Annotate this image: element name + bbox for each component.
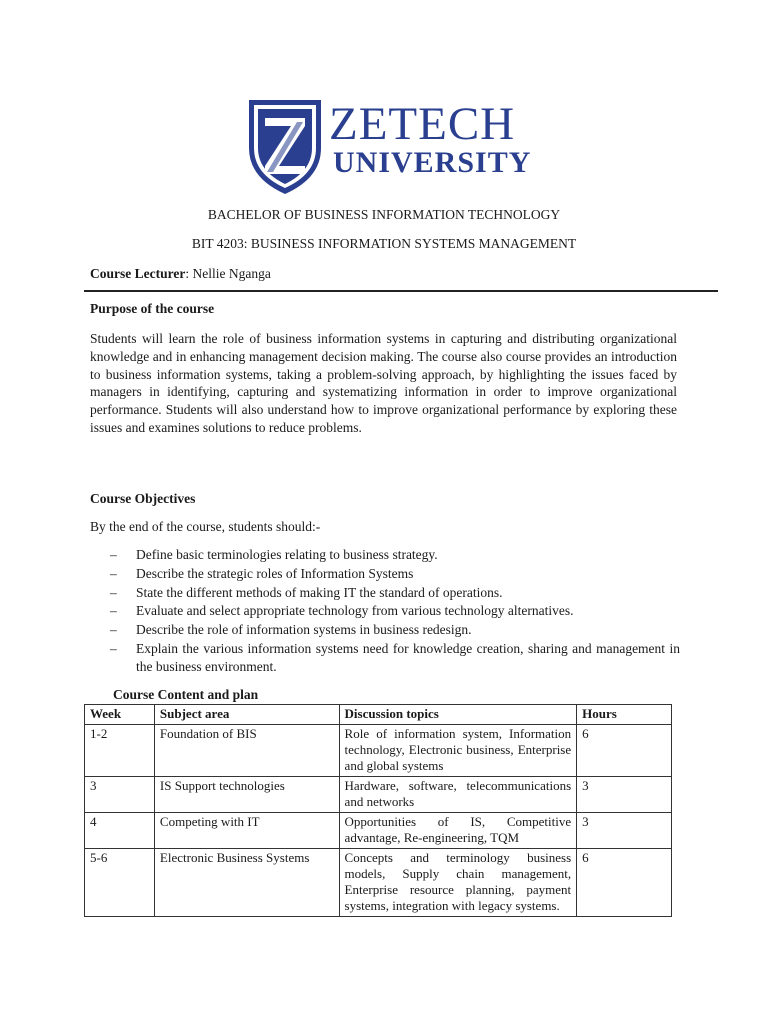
bullet-dash: –: [110, 603, 117, 619]
list-item: [90, 584, 680, 602]
list-item: [90, 621, 680, 639]
bullet-dash: –: [110, 622, 117, 638]
topics-cell: Opportunities of IS, Competitive advantage, Re-engineering, TQM: [339, 813, 577, 849]
subject-cell: Foundation of BIS: [154, 725, 339, 777]
column-header: Subject area: [154, 705, 339, 725]
lecturer-label: Course Lecturer: [90, 266, 186, 281]
logo-subtitle: UNIVERSITY: [333, 146, 532, 179]
hours-cell: 6: [577, 725, 672, 777]
objective-text: Evaluate and select appropriate technology from various technology alternatives.: [136, 603, 574, 619]
column-header: Week: [85, 705, 155, 725]
topics-cell: Hardware, software, telecommunications and networks: [339, 777, 577, 813]
table-row: [85, 777, 672, 813]
objectives-heading: Course Objectives: [90, 491, 196, 506]
university-logo: [245, 96, 532, 196]
hours-cell: 3: [577, 777, 672, 813]
hours-cell: 6: [577, 849, 672, 917]
table-row: [85, 849, 672, 917]
program-title: BACHELOR OF BUSINESS INFORMATION TECHNOLOGY: [207, 207, 561, 222]
week-cell: 1-2: [85, 725, 155, 777]
list-item: [90, 565, 680, 583]
topics-cell: Concepts and terminology business models, Supply chain management, Enterprise resource planning, payment systems, integration with legacy systems.: [339, 849, 577, 917]
objective-text: Explain the various information systems need for knowledge creation, sharing and management in the business environment.: [136, 640, 680, 674]
topics-cell: Role of information system, Information technology, Electronic business, Enterprise and global systems: [339, 725, 577, 777]
logo-wordmark: ZETECH: [329, 98, 516, 150]
objectives-list: [90, 546, 680, 677]
subject-cell: Electronic Business Systems: [154, 849, 339, 917]
objective-text: State the different methods of making IT the standard of operations.: [136, 584, 503, 600]
bullet-dash: –: [110, 640, 117, 656]
shield-z-icon: [245, 96, 325, 196]
purpose-paragraph: Students will learn the role of business information systems in capturing and distributing organizational knowledge and in enhancing management decision making. The course also course provides an introduction to business information systems, taking a problem-solving approach, by highlighting the issues faced by managers in identifying, capturing and systematizing information in order to improve organizational performance. Students will also understand how to improve organizational performance by exploring these issues and examines solutions to reduce problems.: [90, 331, 677, 435]
course-plan-table: [84, 704, 672, 917]
purpose-heading: Purpose of the course: [90, 301, 215, 316]
course-title: BIT 4203: BUSINESS INFORMATION SYSTEMS MANAGEMENT: [191, 236, 577, 251]
week-cell: 5-6: [85, 849, 155, 917]
list-item: [90, 602, 680, 620]
objective-text: Define basic terminologies relating to business strategy.: [136, 547, 438, 562]
week-cell: 4: [85, 813, 155, 849]
bullet-dash: –: [110, 547, 117, 562]
table-row: [85, 725, 672, 777]
lecturer-name: : Nellie Nganga: [185, 266, 271, 281]
table-header-row: [85, 705, 672, 725]
column-header: Hours: [577, 705, 672, 725]
bullet-dash: –: [110, 584, 117, 600]
subject-cell: IS Support technologies: [154, 777, 339, 813]
lecturer-line: [90, 266, 271, 282]
objective-text: Describe the strategic roles of Information Systems: [136, 565, 414, 581]
hours-cell: 3: [577, 813, 672, 849]
header-divider: [84, 290, 718, 292]
bullet-dash: –: [110, 565, 117, 581]
list-item: [90, 640, 680, 676]
content-heading: Course Content and plan: [113, 687, 259, 702]
column-header: Discussion topics: [339, 705, 577, 725]
subject-cell: Competing with IT: [154, 813, 339, 849]
objectives-intro: By the end of the course, students should:-: [90, 519, 321, 534]
list-item: [90, 546, 680, 564]
objective-text: Describe the role of information systems in business redesign.: [136, 622, 472, 638]
table-row: [85, 813, 672, 849]
week-cell: 3: [85, 777, 155, 813]
